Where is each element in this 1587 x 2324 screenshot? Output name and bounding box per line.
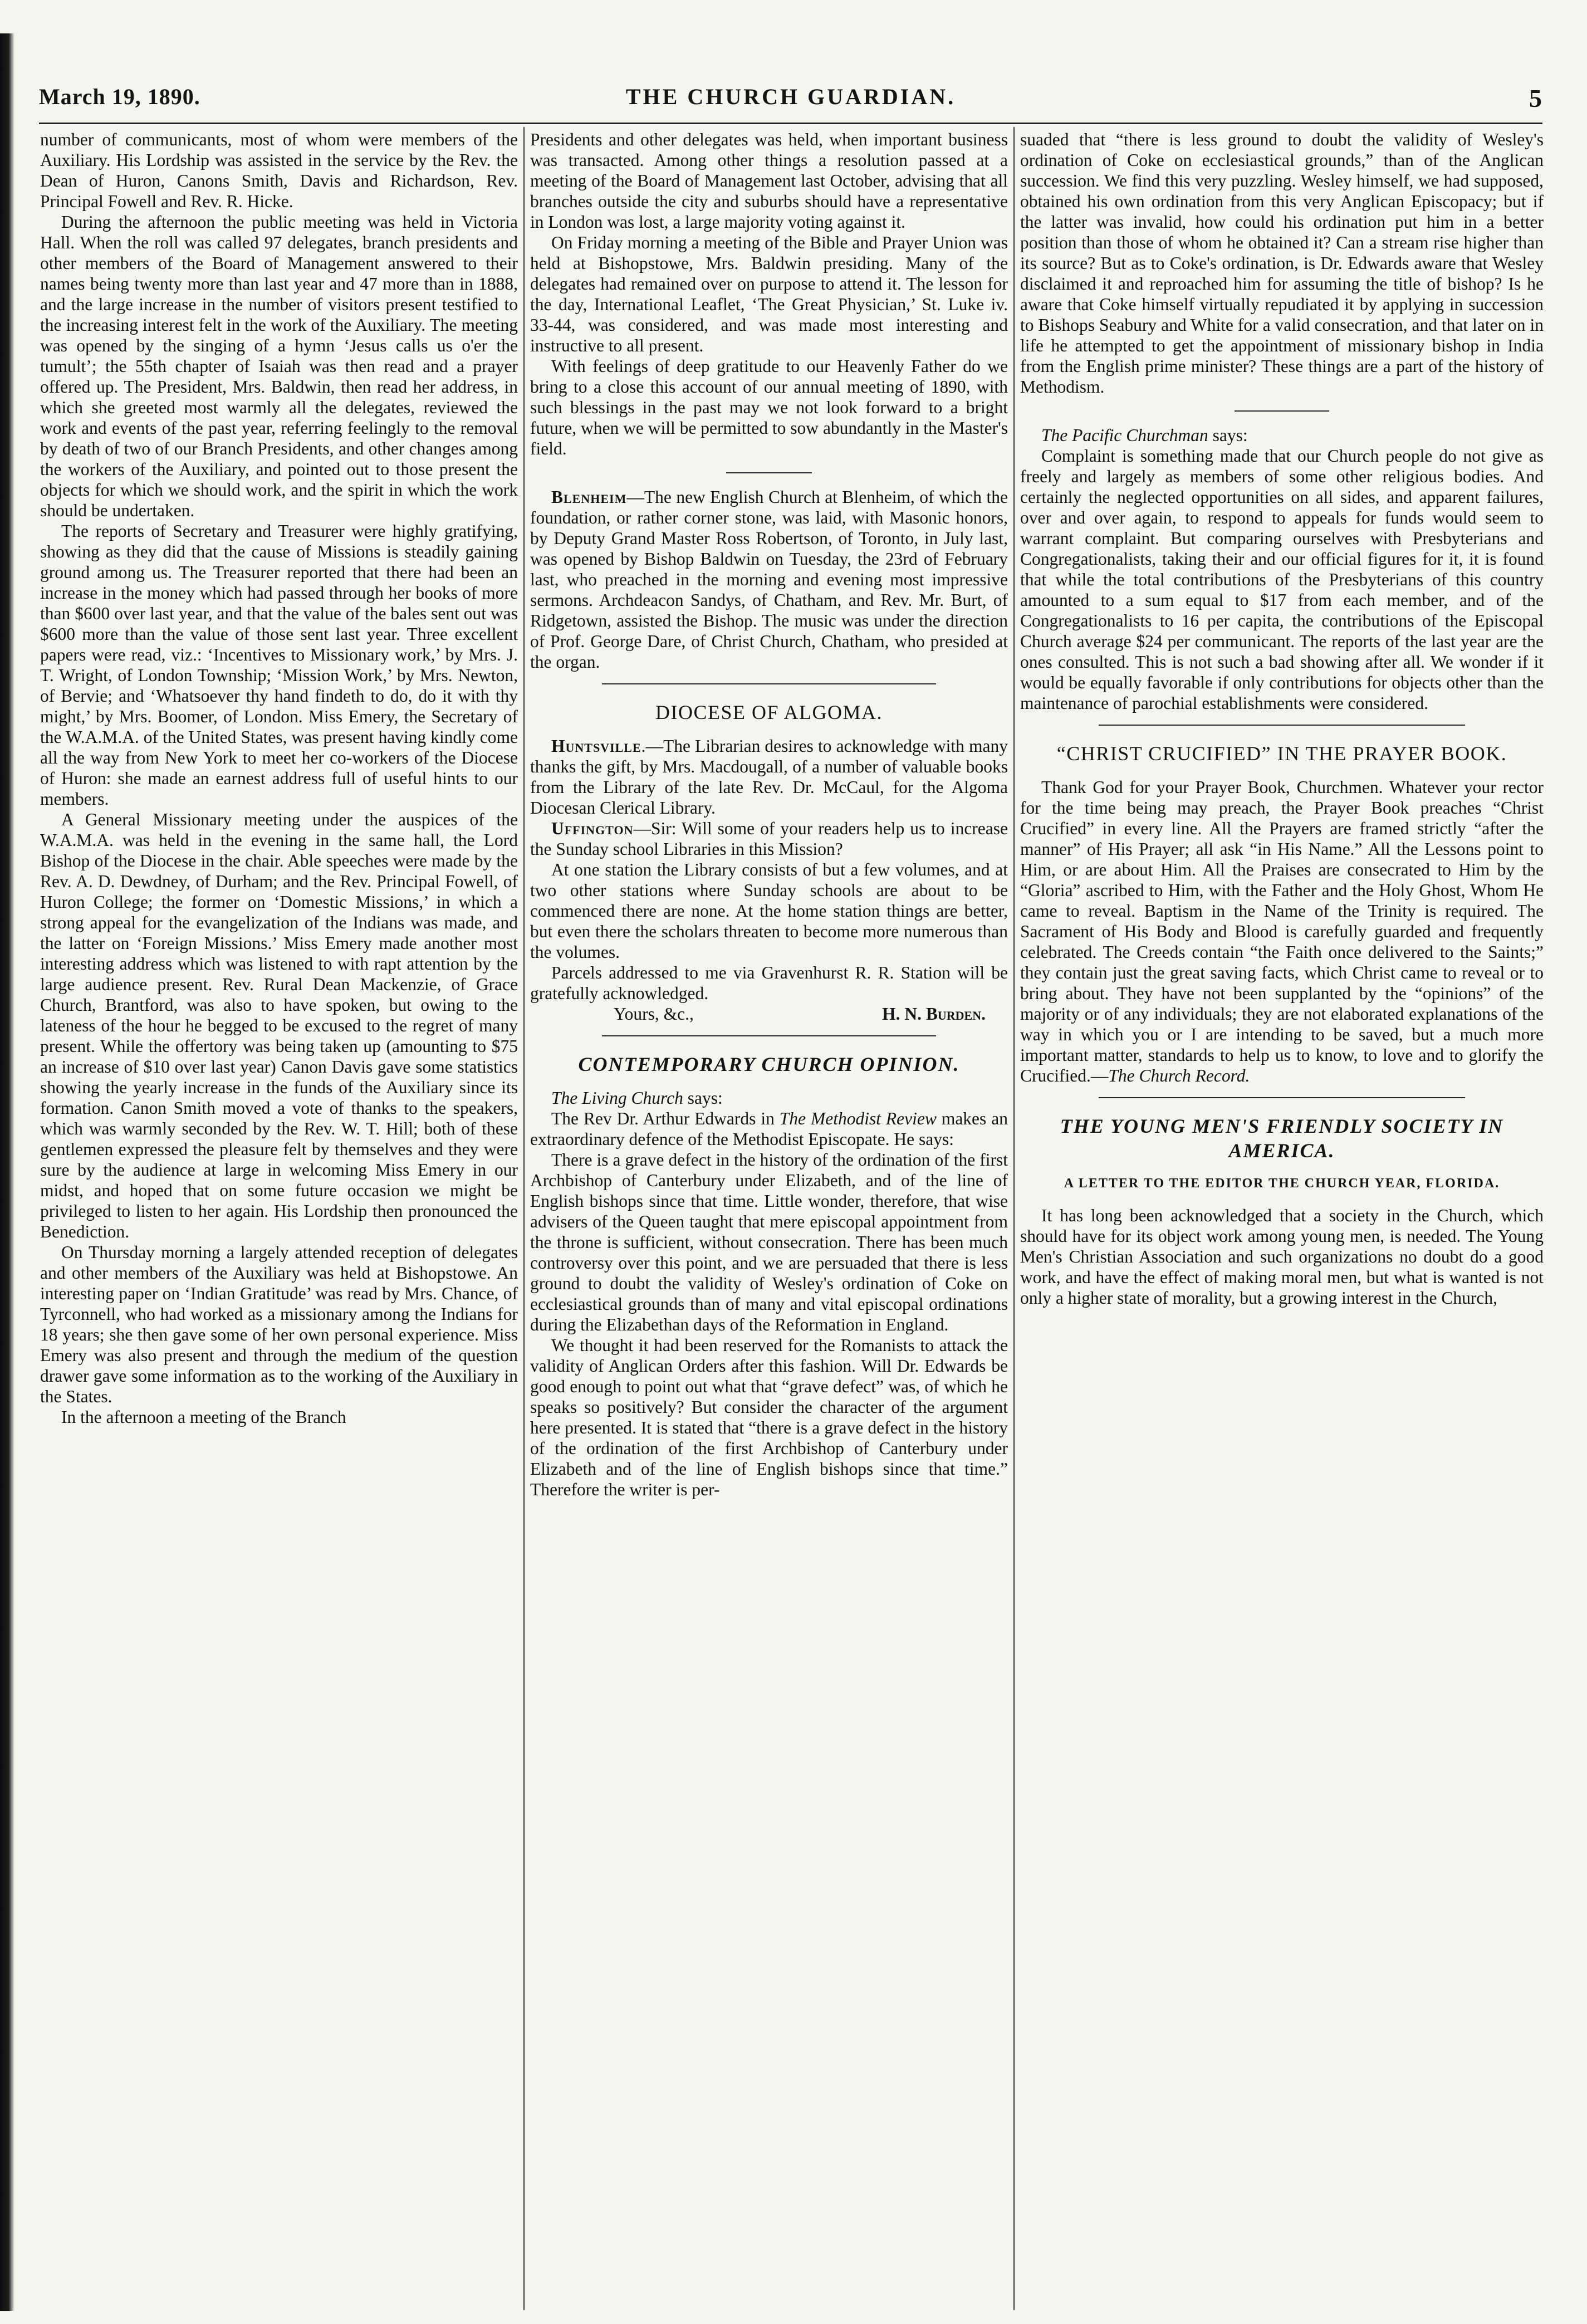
- quote-paragraph: Complaint is something made that our Church people do not give as freely and largely as members of some other religious bodies. And certainly the neglected opportunities on all sides, and apparent failures, over and over again, to respond to appeals for funds would seem to warrant complaint. But comparing ourselves with Presbyterians and Congregationalists, taking their and our official figures for it, it is found that while the total contributions of the Presbyterians of this country amounted to a sum equal to $17 from each member, and of the Congregationalists to 16 per capita, the contributions of the Episcopal Church average $24 per communicant. The reports of the last year are the ones consulted. This is not such a bad showing after all. We wonder if it would be equally favorable if only contributions for objects other than the maintenance of parochial establishments were considered.: [1020, 446, 1544, 713]
- paragraph: [1020, 777, 1544, 1086]
- masthead: [39, 84, 1542, 117]
- news-item-blenheim: [530, 487, 1008, 672]
- paragraph: The reports of Secretary and Treasurer were highly gratifying, showing as they did that the cause of Missions is steadily gaining ground among us. The Treasurer reported that there had been an increase in the money which had passed through her books of more than $600 over last year, and that the value of the bales sent out was $600 more than the value of those sent last year. Three excellent papers were read, viz.: ‘Incentives to Missionary work,’ by Mrs. J. T. Wright, of London Township; ‘Mission Work,’ by Mrs. Newton, of Bervie; and ‘Whatsoever thy hand findeth to do, do it with thy might,’ by Mrs. Boomer, of London. Miss Emery, the Secretary of the W.A.M.A. of the United States, was present having kindly come all the way from New York to meet her co-workers of the Diocese of Huron: she made an earnest address full of useful hints to our members.: [40, 521, 518, 809]
- publication-name: The Church Record.: [1108, 1066, 1250, 1085]
- place-name: Huntsville: [551, 736, 641, 756]
- publication-name: The Pacific Churchman: [1041, 425, 1208, 445]
- item-text: —The new English Church at Blenheim, of which the foundation, or rather corner stone, was laid, with Masonic honors, by Deputy Grand Master Ross Robertson, of Toronto, in July last, was opened by Bishop Baldwin on Tuesday, the 23rd of February last, who preached in the morning and evening most impressive sermons. Archdeacon Sandys, of Chatham, and Rev. Mr. Burt, of Ridgetown, assisted the Bishop. The music was under the direction of Prof. George Dare, of Christ Church, Chatham, who presided at the organ.: [530, 487, 1008, 672]
- separator: [1099, 725, 1465, 726]
- source-verb: says:: [1208, 425, 1248, 445]
- header-rule: [39, 123, 1542, 124]
- source-line: [530, 1088, 1008, 1108]
- separator: [1235, 410, 1329, 412]
- section-heading: CONTEMPORARY CHURCH OPINION.: [578, 1053, 960, 1075]
- source-verb: says:: [683, 1088, 723, 1108]
- publication-name: The Living Church: [551, 1088, 683, 1108]
- signer-name: H. N. Burden.: [882, 1004, 986, 1024]
- page-number: 5: [1529, 84, 1542, 112]
- signature: [530, 1004, 1008, 1024]
- place-name: Uffington: [551, 819, 634, 838]
- column-2: [530, 129, 1008, 2318]
- section-heading: THE YOUNG MEN'S FRIENDLY SOCIETY IN AMERICA.: [1060, 1115, 1504, 1162]
- sub-heading: A LETTER TO THE EDITOR THE CHURCH YEAR, FLORIDA.: [1064, 1176, 1500, 1191]
- column-3: [1020, 129, 1544, 2318]
- separator: [726, 472, 812, 473]
- issue-date: March 19, 1890.: [39, 84, 200, 109]
- section-heading: DIOCESE OF ALGOMA.: [655, 701, 883, 723]
- item-text: —Sir: Will some of your readers help us to increase the Sunday school Libraries in this Mission?: [530, 819, 1008, 859]
- publication-name: The Methodist Review: [779, 1109, 937, 1128]
- section-heading: “CHRIST CRUCIFIED” IN THE PRAYER BOOK.: [1056, 742, 1507, 765]
- paragraph: [530, 1108, 1008, 1149]
- paragraph: During the afternoon the public meeting was held in Victoria Hall. When the roll was called 97 delegates, branch presidents and other members of the Board of Management answered to their names being twenty more than last year and 47 more than in 1888, and the large increase in the number of visitors present testified to the increasing interest felt in the work of the Auxiliary. The meeting was opened by the singing of a hymn ‘Jesus calls us o'er the tumult’; the 55th chapter of Isaiah was then read and a prayer offered up. The President, Mrs. Baldwin, then read her address, in which she greeted most warmly all the delegates, reviewed the work and events of the past year, referring feelingly to the removal by death of two of our Branch Presidents, and other changes among the workers of the Auxiliary, and pointed out to those present the objects for which we should work, and the spirit in which the work should be undertaken.: [40, 212, 518, 520]
- separator: [602, 683, 937, 684]
- text: makes an extraordinary defence of the Methodist Episcopate. He says:: [530, 1109, 1008, 1149]
- paragraph: number of communicants, most of whom were members of the Auxiliary. His Lordship was assisted in the service by the Rev. the Dean of Huron, Canons Smith, Davis and Richardson, Rev. Principal Fowell and Rev. R. Hicke.: [40, 130, 518, 211]
- column-divider: [523, 127, 525, 2310]
- separator: [1099, 1097, 1465, 1098]
- item-text: .—The Librarian desires to acknowledge with many thanks the gift, by Mrs. Macdougall, of a number of valuable books from the Library of the late Rev. Dr. McCaul, for the Algoma Diocesan Clerical Library.: [530, 736, 1008, 818]
- place-name: Blenheim: [551, 487, 627, 507]
- paragraph: Parcels addressed to me via Gravenhurst R. R. Station will be gratefully acknowledged.: [530, 963, 1008, 1003]
- source-line: [1020, 425, 1544, 446]
- separator: [602, 1035, 937, 1036]
- paragraph: At one station the Library consists of but a few volumes, and at two other stations where Sunday schools are about to be commenced there are none. At the home station things are better, but even there the scholars threaten to become more numerous than the volumes.: [530, 860, 1008, 962]
- paragraph: A General Missionary meeting under the auspices of the W.A.M.A. was held in the evening in the same hall, the Lord Bishop of the Diocese in the chair. Able speeches were made by the Rev. A. D. Dewdney, of Durham; and the Rev. Principal Fowell, of Huron College; the former on ‘Domestic Missions,’ in which a strong appeal for the evangelization of the Indians was made, and the latter on ‘Foreign Missions.’ Miss Emery made another most interesting address which was listened to with rapt attention by the large audience present. Rev. Rural Dean Mackenzie, of Grace Church, Brantford, was also to have spoken, but owing to the lateness of the hour he begged to be excused to the regret of many present. While the offertory was being taken up (amounting to $75 an increase of $10 over last year) Canon Davis gave some statistics showing the yearly increase in the funds of the Auxiliary since its formation. Canon Smith moved a vote of thanks to the speakers, which was warmly seconded by the Rev. W. T. Hill; both of these gentlemen expressed the pleasure felt by themselves and they were sure by the audience at large in welcoming Miss Emery in our midst, and hoped that on some future occasion we might be privileged to listen to her again. His Lordship then pronounced the Benediction.: [40, 810, 518, 1241]
- paragraph: It has long been acknowledged that a society in the Church, which should have for its object work among young men, is needed. The Young Men's Christian Association and such organizations no doubt do a good work, and have the effect of making moral men, but what is wanted is not only a higher state of morality, but a growing interest in the Church,: [1020, 1206, 1544, 1308]
- paragraph: With feelings of deep gratitude to our Heavenly Father do we bring to a close this account of our annual meeting of 1890, with such blessings in the past may we not look forward to a bright future, when we will be permitted to sow abundantly in the Master's field.: [530, 356, 1008, 458]
- paragraph: suaded that “there is less ground to doubt the validity of Wesley's ordination of Coke on ecclesiastical grounds,” than of the Anglican succession. We find this very puzzling. Wesley himself, we had supposed, obtained his own ordination from this very Anglican Episcopacy; but if the latter was invalid, how could his ordination put him in a better position than those of whom he obtained it? Can a stream rise higher than its source? But as to Coke's ordination, is Dr. Edwards aware that Wesley disclaimed it and reproached him for assuming the title of bishop? Is he aware that Coke himself virtually repudiated it by applying in succession to Bishops Seabury and White for a valid consecration, and that later on in life he attempted to get the appointment of missionary bishop in India from the English prime minister? These things are a part of the history of Methodism.: [1020, 130, 1544, 397]
- paragraph: In the afternoon a meeting of the Branch: [61, 1407, 346, 1427]
- column-divider: [1013, 127, 1015, 2310]
- text: The Rev Dr. Arthur Edwards in: [551, 1109, 780, 1128]
- quote-paragraph: There is a grave defect in the history of the ordination of the first Archbishop of Canterbury under Elizabeth, and of the line of English bishops since that time. Little wonder, therefore, that wise advisers of the Queen taught that mere episcopal appointment from the throne is sufficient, without consecration. There has been much controversy over this point, and we are persuaded that there is less ground to doubt the validity of Wesley's ordination of Coke on ecclesiastical grounds than of many and vital episcopal ordinations during the Elizabethan days of the Reformation in England.: [530, 1150, 1008, 1334]
- column-1: [40, 129, 518, 2318]
- newspaper-title: THE CHURCH GUARDIAN.: [625, 84, 956, 109]
- text: Thank God for your Prayer Book, Churchmen. Whatever your rector for the time being may preach, the Prayer Book preaches “Christ Crucified” in every line. All the Prayers are framed strictly “after the manner” of His Prayer; all ask “in His Name.” All the Lessons point to Him, or are about Him. All the Praises are consecrated to Him by the “Gloria” ascribed to Him, with the Father and the Holy Ghost, Whom He came to reveal. Baptism in the Name of the Trinity is required. The Sacrament of His Body and Blood is carefully guarded and frequently celebrated. The Creeds contain “the Faith once delivered to the Saints;” they contain just the great saving facts, which Christ came to reveal or to bring about. They have not been supplanted by the “opinions” of the majority or of any individuals; they are not elaborated explanations of the way in which you or I are intending to be saved, but a much more important matter, standards to help us to know, to love and to glorify the Crucified.—: [1020, 777, 1544, 1085]
- news-item-uffington: [530, 818, 1008, 859]
- paragraph: On Thursday morning a largely attended reception of delegates and other members of the Auxiliary was held at Bishopstowe. An interesting paper on ‘Indian Gratitude’ was read by Mrs. Chance, of Tyrconnell, who had worked as a missionary among the Indians for 18 years; she then gave some of her own personal experience. Miss Emery was also present and through the medium of the question drawer gave some information as to the working of the Auxiliary in the States.: [40, 1242, 518, 1406]
- paragraph: Presidents and other delegates was held, when important business was transacted. Among other things a resolution passed at a meeting of the Board of Management last October, advising that all branches outside the city and suburbs should have a representative in London was lost, a large majority voting against it.: [530, 130, 1008, 232]
- paragraph: We thought it had been reserved for the Romanists to attack the validity of Anglican Orders after this fashion. Will Dr. Edwards be good enough to point out what that “grave defect” was, of which he speaks so positively? But consider the character of the argument here presented. It is stated that “there is a grave defect in the history of the ordination of the first Archbishop of Canterbury under Elizabeth and of the line of English bishops since that time.” Therefore the writer is per-: [530, 1335, 1008, 1499]
- paragraph: On Friday morning a meeting of the Bible and Prayer Union was held at Bishopstowe, Mrs. Baldwin presiding. Many of the delegates had remained over on purpose to attend it. The lesson for the day, International Leaflet, ‘The Great Physician,’ St. Luke iv. 33-44, was considered, and was made most interesting and instructive to all present.: [530, 233, 1008, 355]
- news-item-huntsville: [530, 736, 1008, 818]
- binding-edge: [0, 33, 14, 2311]
- closing: Yours, &c.,: [614, 1004, 694, 1024]
